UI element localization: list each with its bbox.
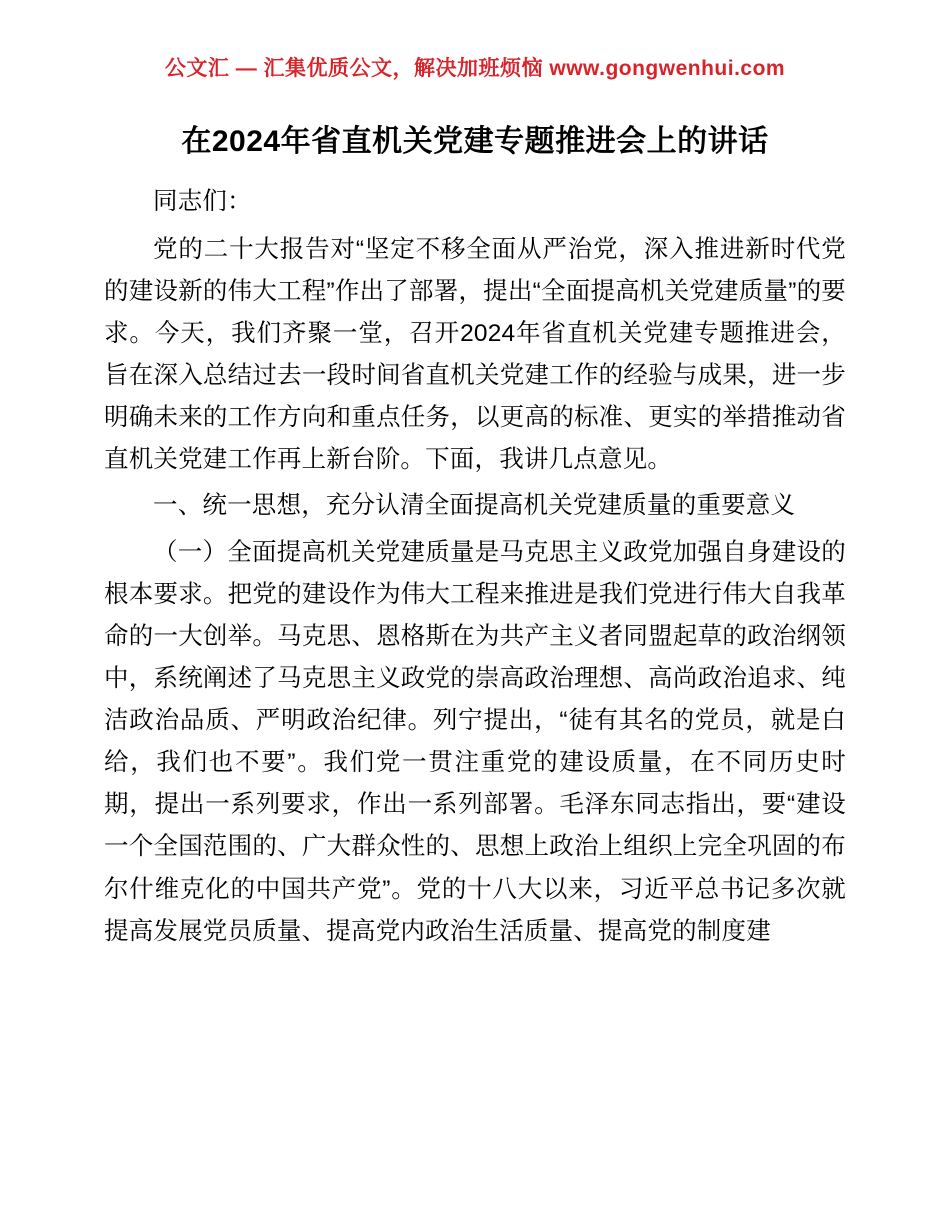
document-body <box>0 122 950 953</box>
paragraph-intro: 党的二十大报告对“坚定不移全面从严治党，深入推进新时代党的建设新的伟大工程”作出了部署，提出“全面提高机关党建质量”的要求。今天，我们齐聚一堂，召开2024年省直机关党建专题推进会，旨在深入总结过去一段时间省直机关党建工作的经验与成果，进一步明确未来的工作方向和重点任务，以更高的标准、更实的举措推动省直机关党建工作再上新台阶。下面，我讲几点意见。 <box>104 235 846 474</box>
salutation: 同志们： <box>153 187 252 215</box>
page-title: 在2024年省直机关党建专题推进会上的讲话 <box>181 125 769 158</box>
watermark-brand-text: 公文汇 — 汇集优质公文，解决加班烦恼 <box>164 57 544 80</box>
paragraph-section-one-a: （一）全面提高机关党建质量是马克思主义政党加强自身建设的根本要求。把党的建设作为伟大工程来推进是我们党进行伟大自我革命的一大创举。马克思、恩格斯在为共产主义者同盟起草的政治纲领中，系统阐述了马克思主义政党的崇高政治理想、高尚政治追求、纯洁政治品质、严明政治纪律。列宁提出，“徒有其名的党员，就是白给，我们也不要”。我们党一贯注重党的建设质量，在不同历史时期，提出一系列要求，作出一系列部署。毛泽东同志指出，要“建设一个全国范围的、广大群众性的、思想上政治上组织上完全巩固的布尔什维克化的中国共产党”。党的十八大以来，习近平总书记多次就提高发展党员质量、提高党内政治生活质量、提高党的制度建 <box>104 538 846 945</box>
watermark-site-url: www.gongwenhui.com <box>549 57 786 80</box>
site-watermark <box>0 0 950 88</box>
section-heading-one: 一、统一思想，充分认清全面提高机关党建质量的重要意义 <box>153 492 796 520</box>
